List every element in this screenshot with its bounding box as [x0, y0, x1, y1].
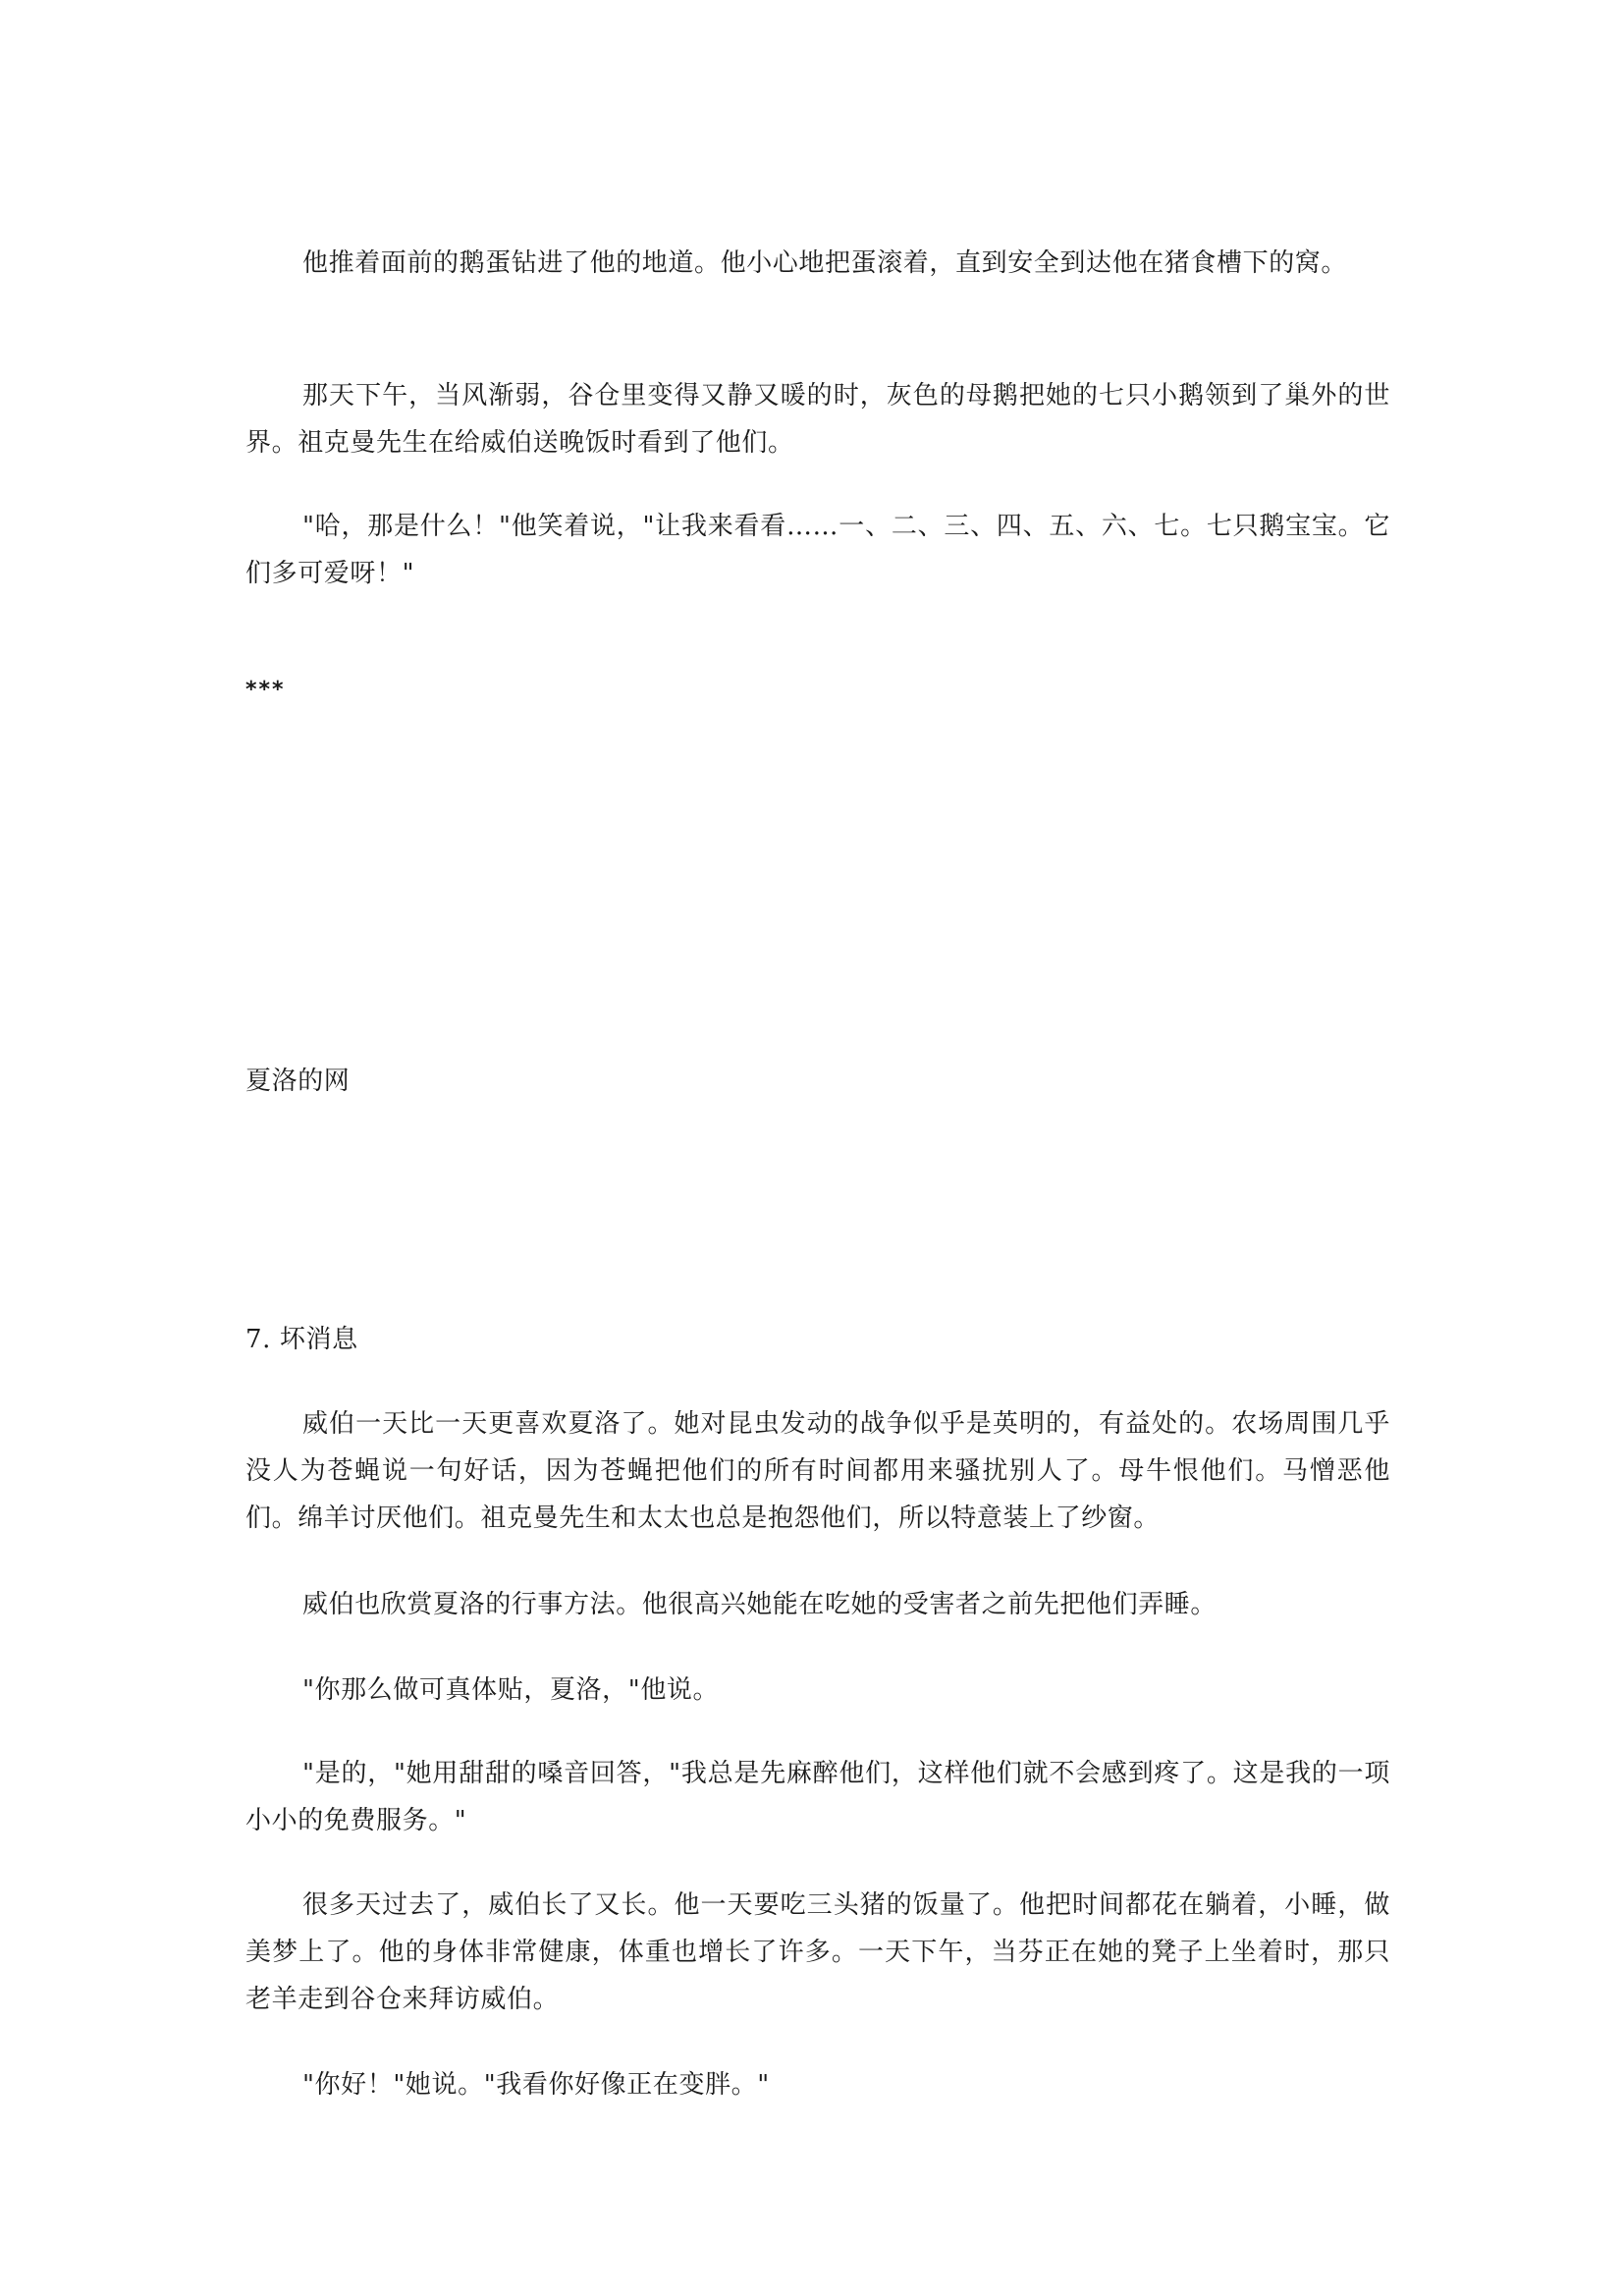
paragraph-wilbur-admires: 威伯也欣赏夏洛的行事方法。他很高兴她能在吃她的受害者之前先把他们弄睡。 — [302, 1590, 1217, 1619]
chapter-heading: 7. 坏消息 — [245, 1325, 358, 1354]
paragraph-goslings: 那天下午，当风渐弱，谷仓里变得又静又暖的时，灰色的母鹅把她的七只小鹅领到了巢外的世界。祖克曼先生在给威伯送晚饭时看到了他们。 — [245, 381, 1390, 458]
section-divider: *** — [245, 678, 286, 702]
book-title: 夏洛的网 — [245, 1066, 351, 1096]
paragraph-sheep-greeting: "你好！"她说。"我看你好像正在变胖。" — [302, 2070, 770, 2100]
paragraph-charlotte-answers: "是的，"她用甜甜的嗓音回答，"我总是先麻醉他们，这样他们就不会感到疼了。这是我的一项小小的免费服务。" — [245, 1759, 1390, 1835]
paragraph-goose-egg: 他推着面前的鹅蛋钻进了他的地道。他小心地把蛋滚着，直到安全到达他在猪食槽下的窝。 — [302, 248, 1348, 278]
paragraph-days-passed: 很多天过去了，威伯长了又长。他一天要吃三头猪的饭量了。他把时间都花在躺着，小睡，做美梦上了。他的身体非常健康，体重也增长了许多。一天下午，当芬正在她的凳子上坐着时，那只老羊走到谷仓来拜访威伯。 — [245, 1890, 1390, 2014]
paragraph-wilbur-says: "你那么做可真体贴，夏洛，"他说。 — [302, 1675, 720, 1705]
paragraph-zuckerman-quote: "哈，那是什么！"他笑着说，"让我来看看……一、二、三、四、五、六、七。七只鹅宝宝。它们多可爱呀！" — [245, 512, 1390, 588]
paragraph-wilbur-likes-charlotte: 威伯一天比一天更喜欢夏洛了。她对昆虫发动的战争似乎是英明的，有益处的。农场周围几乎没人为苍蝇说一句好话，因为苍蝇把他们的所有时间都用来骚扰别人了。母牛恨他们。马憎恶他们。绵羊讨厌他们。祖克曼先生和太太也总是抱怨他们，所以特意装上了纱窗。 — [245, 1409, 1390, 1533]
